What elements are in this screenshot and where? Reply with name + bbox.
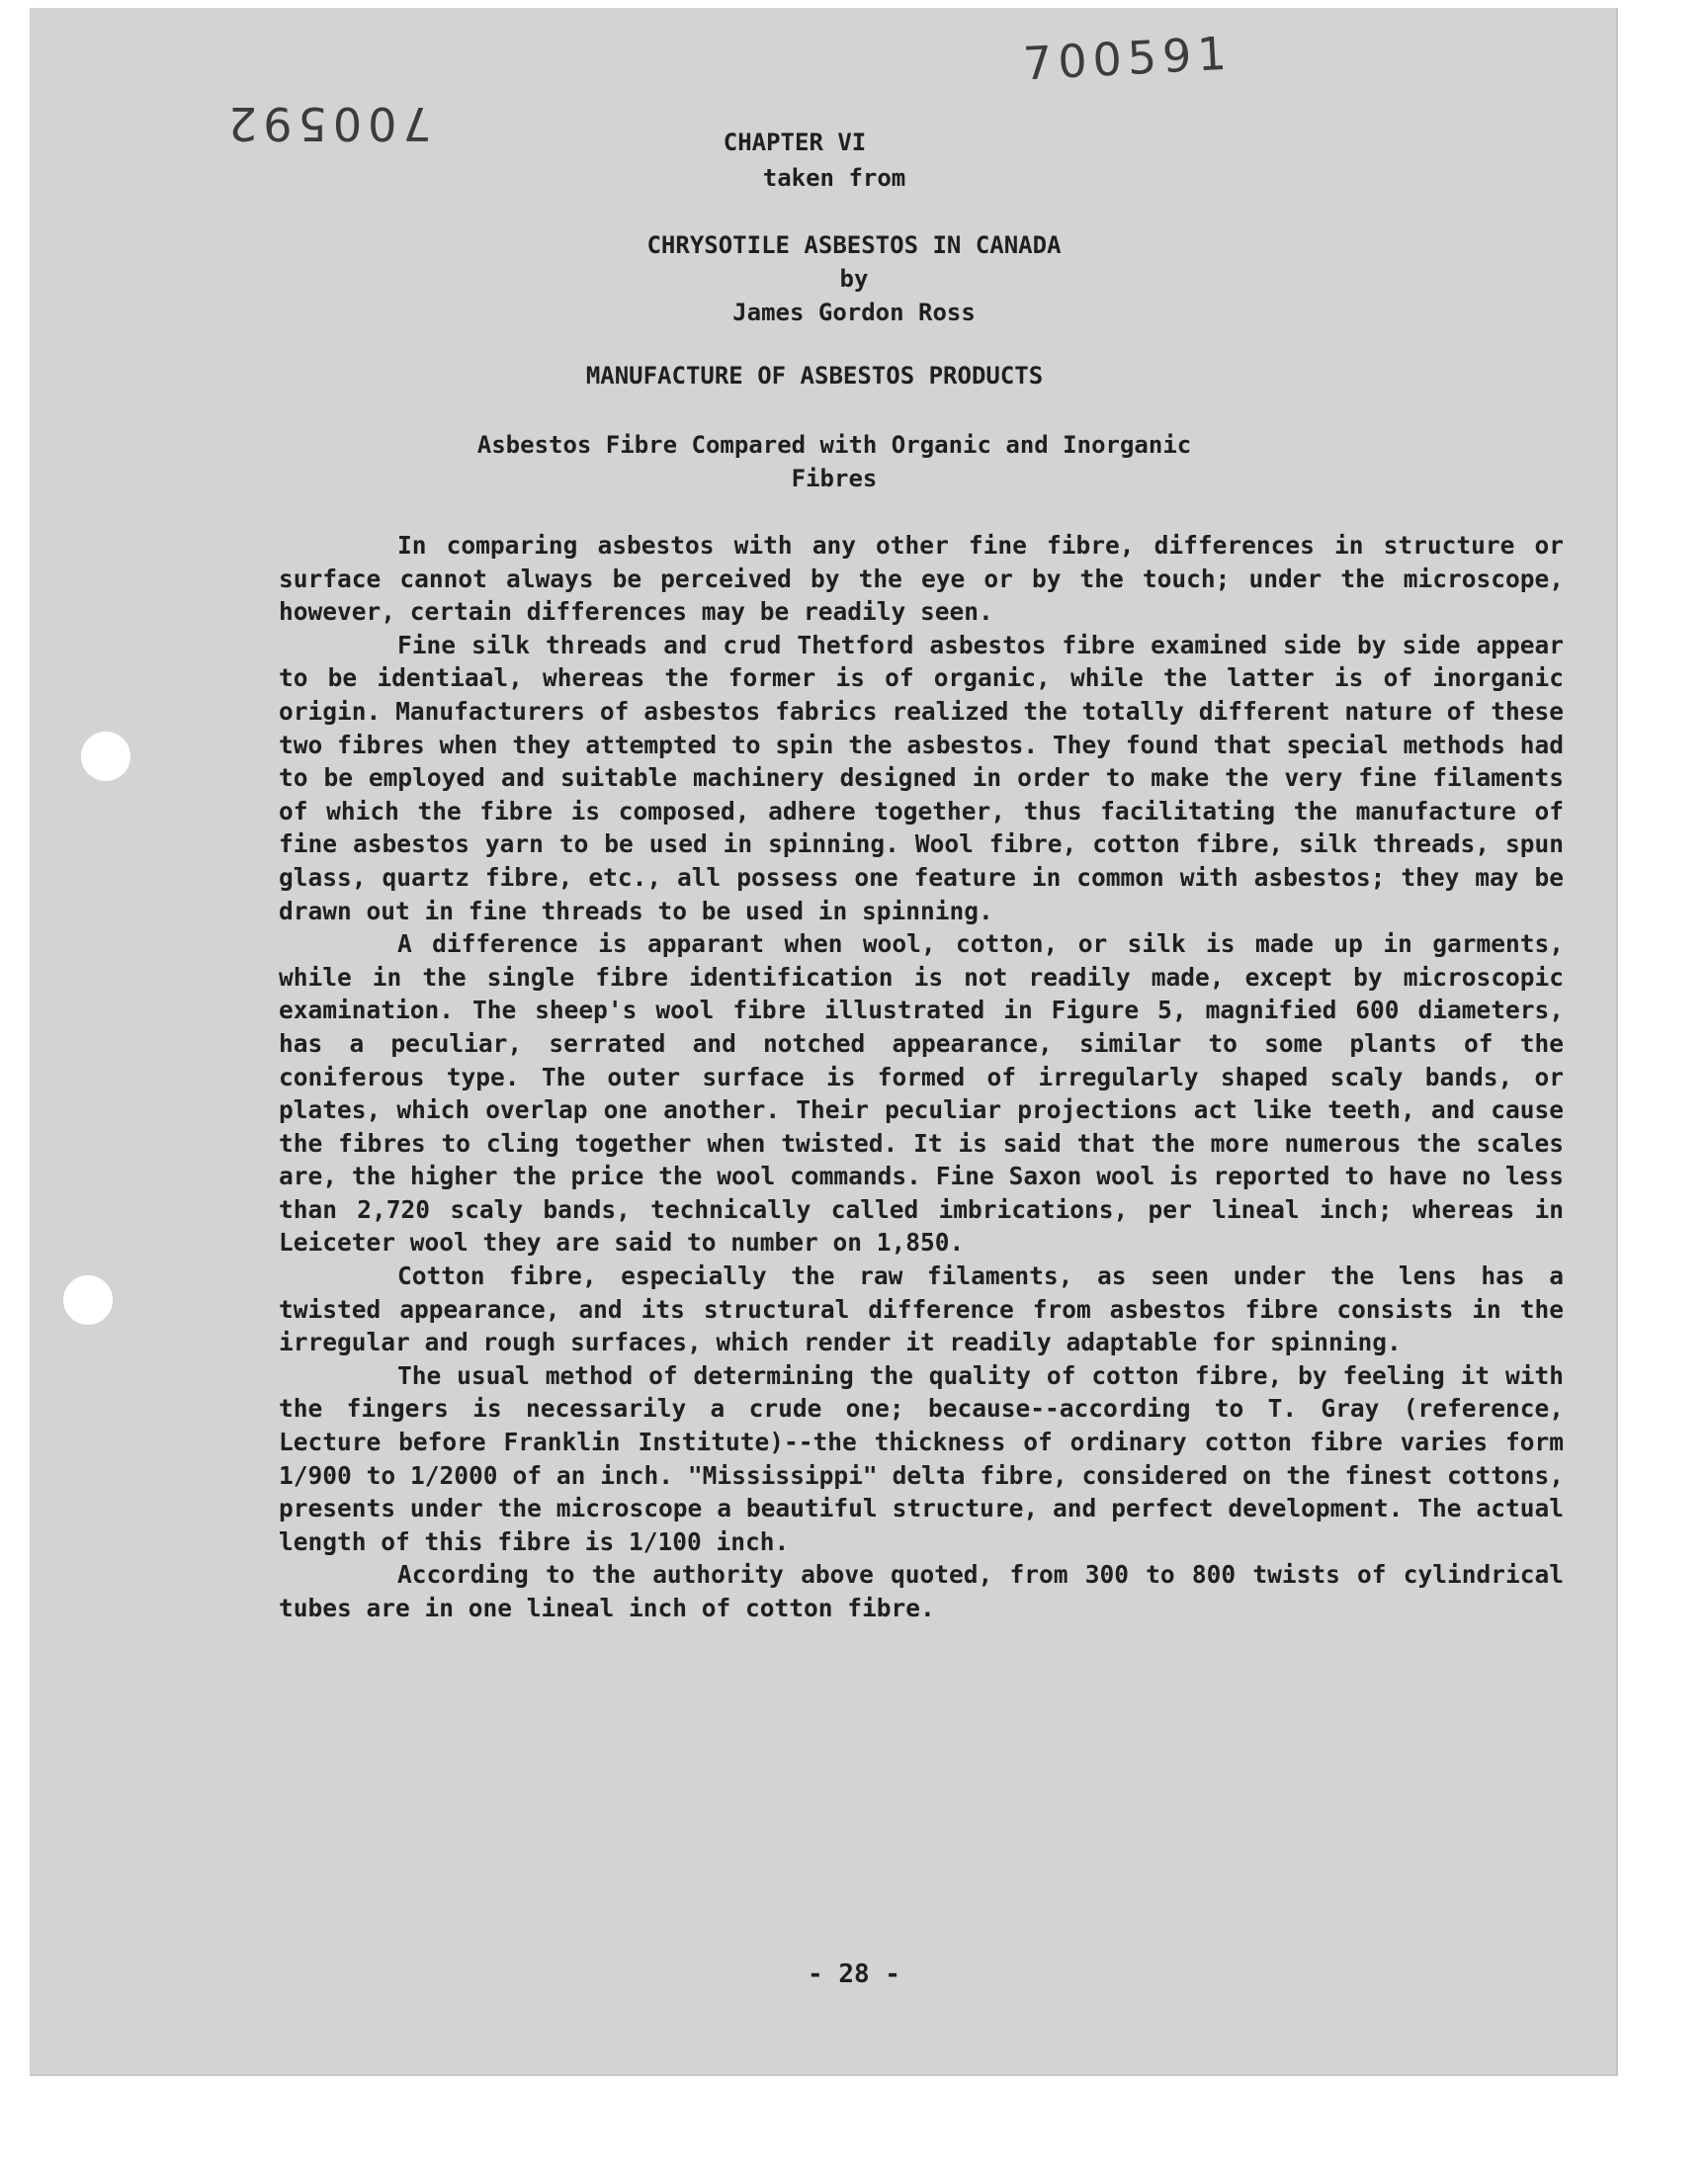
- subsection-title-line1: Asbestos Fibre Compared with Organic and Inorganic: [476, 431, 1192, 459]
- page-number: - 28 -: [808, 1959, 900, 1989]
- paragraph-2: Fine silk threads and crud Thetford asbestos fibre examined side by side appear to be identiaal, whereas the former is of organic, while the latter is of inorganic origin. Manufacturers of asbestos fabrics realized the totally different nature of these two fibres when they attempted to spin the asbestos. They found that special methods had to be employed and suitable machinery designed in order to make the very fine filaments of which the fibre is composed, adhere together, thus facilitating the manufacture of fine asbestos yarn to be used in spinning. Wool fibre, cotton fibre, silk threads, spun glass, quartz fibre, etc., all possess one feature in common with asbestos; they may be drawn out in fine threads to be used in spinning.: [279, 630, 1564, 925]
- book-title: CHRYSOTILE ASBESTOS IN CANADA: [646, 231, 1062, 259]
- taken-from-line: taken from: [762, 164, 906, 192]
- document-number-stamp-inverted: 700592: [222, 97, 432, 150]
- subsection-title-line2: Fibres: [791, 465, 878, 492]
- punch-hole-upper: [81, 732, 130, 781]
- paragraph-1: In comparing asbestos with any other fine fibre, differences in structure or surface cannot always be perceived by the eye or by the touch; under the microscope, however, certain differences may be readily seen.: [279, 531, 1564, 627]
- punch-hole-lower: [63, 1275, 113, 1325]
- paragraph-4: Cotton fibre, especially the raw filaments, as seen under the lens has a twisted appearance, and its structural difference from asbestos fibre consists in the irregular and rough surfaces, which render it readily adaptable for spinning.: [279, 1262, 1564, 1357]
- by-line: by: [839, 265, 869, 293]
- paragraph-3: A difference is apparant when wool, cotton, or silk is made up in garments, while in the single fibre identification is not readily made, except by microscopic examination. The sheep's wool fibre illustrated in Figure 5, magnified 600 diameters, has a peculiar, serrated and notched appearance, similar to some plants of the coniferous type. The outer surface is formed of irregularly shaped scaly bands, or plates, which overlap one another. Their peculiar projections act like teeth, and cause the fibres to cling together when twisted. It is said that the more numerous the scales are, the higher the price the wool commands. Fine Saxon wool is reported to have no less than 2,720 scaly bands, technically called imbrications, per lineal inch; whereas in Leiceter wool they are said to number on 1,850.: [279, 929, 1564, 1258]
- author-name: James Gordon Ross: [732, 299, 976, 326]
- chapter-heading: CHAPTER VI: [723, 129, 867, 156]
- document-number-stamp: 700591: [1021, 26, 1234, 91]
- body-text: [279, 529, 1564, 1625]
- paragraph-6: According to the authority above quoted, from 300 to 800 twists of cylindrical tubes are in one lineal inch of cotton fibre.: [279, 1560, 1564, 1622]
- section-title: MANUFACTURE OF ASBESTOS PRODUCTS: [585, 362, 1044, 390]
- paragraph-5: The usual method of determining the quality of cotton fibre, by feeling it with the fingers is necessarily a crude one; because--according to T. Gray (reference, Lecture before Franklin Institute)--the thickness of ordinary cotton fibre varies form 1/900 to 1/2000 of an inch. "Mississippi" delta fibre, considered on the finest cottons, presents under the microscope a beautiful structure, and perfect development. The actual length of this fibre is 1/100 inch.: [279, 1360, 1564, 1556]
